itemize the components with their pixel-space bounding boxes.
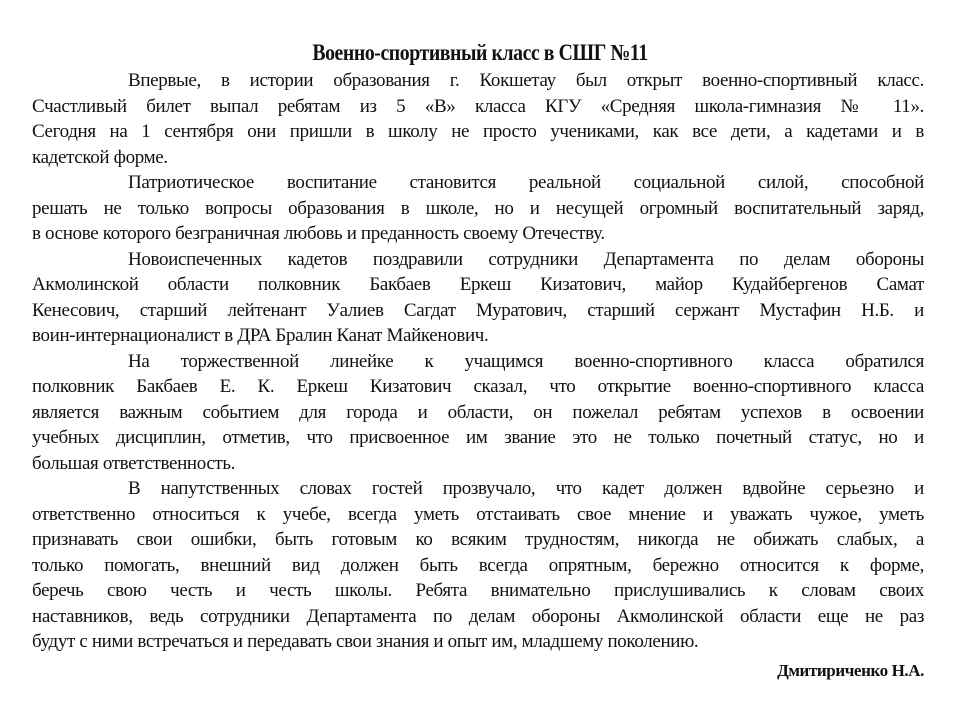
text-line: полковник Бакбаев Е. К. Еркеш Кизатович сказал, что открытие военно-спортивного класса	[32, 376, 924, 397]
text-line: наставников, ведь сотрудники Департамента по делам обороны Акмолинской области еще не раз	[32, 605, 924, 627]
text-line: Сегодня на 1 сентября они пришли в школу не просто учениками, как все дети, а кадетами и в	[32, 121, 924, 142]
text-line: Патриотическое воспитание становится реальной социальной силой, способной	[128, 172, 924, 193]
text-line: Счастливый билет выпал ребятам из 5 «В» класса КГУ «Средняя школа-гимназия № 11».	[32, 95, 924, 117]
text-line: в основе которого безграничная любовь и преданность своему Отечеству.	[32, 223, 605, 244]
paragraph	[32, 349, 924, 477]
text-line: ответственно относиться к учебе, всегда уметь отстаивать свое мнение и уважать чужое, уметь	[32, 503, 924, 525]
text-line: воин-интернационалист в ДРА Бралин Канат Майкенович.	[32, 325, 489, 346]
paragraph	[32, 68, 924, 170]
paragraph	[32, 476, 924, 655]
text-line: только помогать, внешний вид должен быть всегда опрятным, бережно относится к форме,	[32, 554, 924, 576]
text-line: большая ответственность.	[32, 452, 236, 474]
paragraph	[32, 247, 924, 349]
article-body	[32, 68, 924, 655]
text-line: Новоиспеченных кадетов поздравили сотрудники Департамента по делам обороны	[128, 248, 924, 270]
text-line: признавать свои ошибки, быть готовым ко всяким трудностям, никогда не обижать слабых, а	[32, 529, 924, 550]
paragraph	[32, 170, 924, 247]
text-line: решать не только вопросы образования в школе, но и несущей огромный воспитательный заряд,	[32, 197, 924, 219]
document-title: Военно-спортивный класс в СШГ №11	[312, 40, 648, 65]
author-signature: Дмитириченко Н.А.	[777, 661, 924, 680]
text-line: является важным событием для города и области, он пожелал ребятам успехов в освоении	[32, 401, 924, 423]
text-line: В напутственных словах гостей прозвучало, что кадет должен вдвойне серьезно и	[128, 478, 924, 499]
text-line: Кенесович, старший лейтенант Уалиев Сагдат Муратович, старший сержант Мустафин Н.Б. и	[32, 299, 924, 321]
text-line: кадетской форме.	[32, 146, 168, 168]
text-line: Впервые, в истории образования г. Кокшетау был открыт военно-спортивный класс.	[128, 70, 924, 91]
text-line: учебных дисциплин, отметив, что присвоенное им звание это не только почетный статус, но и	[32, 427, 924, 448]
text-line: Акмолинской области полковник Бакбаев Еркеш Кизатович, майор Кудайбергенов Самат	[32, 274, 924, 295]
text-line: беречь свою честь и честь школы. Ребята внимательно прислушивались к словам своих	[32, 580, 924, 601]
text-line: На торжественной линейке к учащимся военно-спортивного класса обратился	[128, 350, 924, 372]
text-line: будут с ними встречаться и передавать свои знания и опыт им, младшему поколению.	[32, 631, 699, 652]
